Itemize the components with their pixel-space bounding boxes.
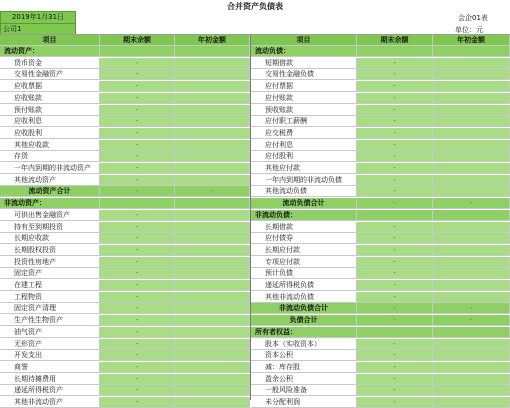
end-balance-cell[interactable]: - xyxy=(357,186,433,197)
end-balance-cell[interactable]: - xyxy=(357,198,433,209)
end-balance-cell[interactable]: - xyxy=(357,303,433,314)
row-label-r: 应付票据 xyxy=(251,81,357,92)
begin-balance-cell[interactable] xyxy=(175,128,250,139)
row-label-l: 长期股权投资 xyxy=(0,245,100,256)
table-row xyxy=(0,105,510,116)
begin-balance-cell[interactable] xyxy=(433,175,510,186)
end-balance-cell[interactable]: - xyxy=(357,280,433,291)
row-label-l: 开发支出 xyxy=(0,350,100,361)
begin-balance-cell[interactable]: - xyxy=(433,315,510,326)
begin-balance-cell[interactable] xyxy=(175,257,250,268)
table-row xyxy=(0,151,510,162)
end-balance-cell[interactable]: - xyxy=(357,292,433,303)
begin-balance-cell[interactable] xyxy=(175,397,250,408)
table-row xyxy=(0,257,510,268)
row-label-l: 预付账款 xyxy=(0,105,100,116)
row-label-l: 长期待摊费用 xyxy=(0,374,100,385)
row-label-l: 递延所得税资产 xyxy=(0,385,100,396)
begin-balance-cell[interactable] xyxy=(175,105,250,116)
table-row xyxy=(0,327,510,338)
table-row xyxy=(0,339,510,350)
row-label-r: 应付债券 xyxy=(251,233,357,244)
row-label-l: 货币资金 xyxy=(0,58,100,69)
row-label-l: 其他非流动资产 xyxy=(0,397,100,408)
col-header-item-right: 项目 xyxy=(251,35,357,46)
end-balance-cell[interactable]: - xyxy=(357,69,433,80)
row-label-r: 股本（实收资本） xyxy=(251,339,357,350)
table-row xyxy=(0,362,510,373)
end-balance-cell[interactable]: - xyxy=(357,257,433,268)
begin-balance-cell[interactable] xyxy=(175,268,250,279)
row-label-l: 其他应收款 xyxy=(0,140,100,151)
row-label-l: 应收股利 xyxy=(0,128,100,139)
begin-balance-cell[interactable] xyxy=(175,292,250,303)
end-balance-cell[interactable]: - xyxy=(357,339,433,350)
row-label-r: 应付账款 xyxy=(251,93,357,104)
row-label-l: 交易性金融资产 xyxy=(0,69,100,80)
end-balance-cell[interactable]: - xyxy=(357,151,433,162)
row-label-l: 工程物资 xyxy=(0,292,100,303)
end-balance-cell[interactable]: - xyxy=(357,128,433,139)
row-label-r: 递延所得税负债 xyxy=(251,280,357,291)
row-label-l: 生产性生物资产 xyxy=(0,315,100,326)
row-label-l: 投资性房地产 xyxy=(0,257,100,268)
row-label-r: 应付股利 xyxy=(251,151,357,162)
row-label-l: 应收利息 xyxy=(0,116,100,127)
begin-balance-cell[interactable] xyxy=(433,93,510,104)
row-label-l: 固定资产清理 xyxy=(0,303,100,314)
end-balance-cell[interactable] xyxy=(100,198,175,209)
row-label-r: 一般风险准备 xyxy=(251,385,357,396)
end-balance-cell[interactable]: - xyxy=(357,245,433,256)
row-label-l: 可供出售金融资产 xyxy=(0,210,100,221)
col-header-end-right: 期末余额 xyxy=(357,35,433,46)
table-row xyxy=(0,397,510,408)
end-balance-cell[interactable]: - xyxy=(100,245,175,256)
row-label-r: 非流动负债： xyxy=(251,210,357,221)
row-label-r: 未分配利润 xyxy=(251,397,357,408)
begin-balance-cell[interactable] xyxy=(175,46,250,57)
begin-balance-cell[interactable] xyxy=(433,397,510,408)
end-balance-cell[interactable]: - xyxy=(100,116,175,127)
table-row xyxy=(0,186,510,197)
unit-label: 单位：元 xyxy=(455,26,483,34)
table-row xyxy=(0,374,510,385)
begin-balance-cell[interactable] xyxy=(433,327,510,338)
begin-balance-cell[interactable] xyxy=(175,327,250,338)
begin-balance-cell[interactable] xyxy=(433,280,510,291)
end-balance-cell[interactable]: - xyxy=(100,280,175,291)
begin-balance-cell[interactable] xyxy=(433,81,510,92)
row-label-r: 应交税费 xyxy=(251,128,357,139)
col-header-item-left: 项目 xyxy=(0,35,100,46)
row-label-r: 应付职工薪酬 xyxy=(251,116,357,127)
begin-balance-cell[interactable] xyxy=(175,58,250,69)
table-row xyxy=(0,280,510,291)
begin-balance-cell[interactable] xyxy=(175,175,250,186)
row-label-r: 其他非流动负债 xyxy=(251,292,357,303)
begin-balance-cell[interactable] xyxy=(175,245,250,256)
table-row xyxy=(0,58,510,69)
row-label-l: 应收票据 xyxy=(0,81,100,92)
center-divider xyxy=(250,34,251,400)
begin-balance-cell[interactable] xyxy=(433,222,510,233)
row-label-r: 其他流动负债 xyxy=(251,186,357,197)
end-balance-cell[interactable]: - xyxy=(100,385,175,396)
row-label-l: 长期应收款 xyxy=(0,233,100,244)
begin-balance-cell[interactable]: - xyxy=(433,303,510,314)
begin-balance-cell[interactable] xyxy=(175,116,250,127)
begin-balance-cell[interactable] xyxy=(433,186,510,197)
row-label-l: 持有至到期投资 xyxy=(0,222,100,233)
begin-balance-cell[interactable] xyxy=(433,58,510,69)
row-label-l: 商誉 xyxy=(0,362,100,373)
begin-balance-cell[interactable] xyxy=(175,374,250,385)
row-label-r: 长期应付款 xyxy=(251,245,357,256)
col-header-begin-right: 年初金额 xyxy=(433,35,510,46)
end-balance-cell[interactable]: - xyxy=(100,268,175,279)
begin-balance-cell[interactable] xyxy=(433,116,510,127)
end-balance-cell[interactable]: - xyxy=(100,292,175,303)
company-text: 公司1 xyxy=(3,25,22,33)
row-label-r: 一年内到期的非流动负债 xyxy=(251,175,357,186)
end-balance-cell[interactable]: - xyxy=(357,163,433,174)
end-balance-cell[interactable]: - xyxy=(100,257,175,268)
end-balance-cell[interactable]: - xyxy=(100,186,175,197)
begin-balance-cell[interactable] xyxy=(433,292,510,303)
table-row xyxy=(0,315,510,326)
row-label-l: 在建工程 xyxy=(0,280,100,291)
row-label-l: 存货 xyxy=(0,151,100,162)
end-balance-cell[interactable]: - xyxy=(100,233,175,244)
table-row xyxy=(0,69,510,80)
row-label-r: 长期借款 xyxy=(251,222,357,233)
end-balance-cell[interactable]: - xyxy=(357,140,433,151)
end-balance-cell[interactable] xyxy=(357,327,433,338)
end-balance-cell[interactable]: - xyxy=(100,350,175,361)
end-balance-cell[interactable]: - xyxy=(100,163,175,174)
begin-balance-cell[interactable] xyxy=(175,69,250,80)
row-label-r: 预计负债 xyxy=(251,268,357,279)
end-balance-cell[interactable]: - xyxy=(357,93,433,104)
begin-balance-cell[interactable] xyxy=(175,362,250,373)
end-balance-cell[interactable]: - xyxy=(357,105,433,116)
table-row xyxy=(0,292,510,303)
row-label-l: 固定资产 xyxy=(0,268,100,279)
row-label-r: 减：库存股 xyxy=(251,362,357,373)
end-balance-cell[interactable]: - xyxy=(100,210,175,221)
row-label-l: 非流动资产： xyxy=(0,198,100,209)
begin-balance-cell[interactable] xyxy=(175,222,250,233)
row-label-r: 非流动负债合计 xyxy=(251,303,357,314)
begin-balance-cell[interactable] xyxy=(433,350,510,361)
row-label-r: 所有者权益： xyxy=(251,327,357,338)
table-row xyxy=(0,116,510,127)
row-label-r: 专项应付款 xyxy=(251,257,357,268)
end-balance-cell[interactable]: - xyxy=(357,374,433,385)
row-label-r: 盈余公积 xyxy=(251,374,357,385)
end-balance-cell[interactable]: - xyxy=(357,233,433,244)
row-label-l: 应收账款 xyxy=(0,93,100,104)
begin-balance-cell[interactable] xyxy=(175,315,250,326)
col-header-begin-left: 年初金额 xyxy=(175,35,250,46)
table-row xyxy=(0,303,510,314)
table-row xyxy=(0,268,510,279)
begin-balance-cell[interactable] xyxy=(175,93,250,104)
sheet-title: 合并资产负债表 xyxy=(227,2,283,11)
table-row xyxy=(0,210,510,221)
begin-balance-cell[interactable] xyxy=(175,81,250,92)
begin-balance-cell[interactable] xyxy=(433,128,510,139)
begin-balance-cell[interactable] xyxy=(433,362,510,373)
end-balance-cell[interactable]: - xyxy=(357,362,433,373)
table-row xyxy=(0,46,510,57)
begin-balance-cell[interactable] xyxy=(433,46,510,57)
row-label-l: 其他流动资产 xyxy=(0,175,100,186)
end-balance-cell[interactable] xyxy=(357,46,433,57)
begin-balance-cell[interactable] xyxy=(175,198,250,209)
begin-balance-cell[interactable] xyxy=(433,374,510,385)
end-balance-cell[interactable] xyxy=(100,46,175,57)
end-balance-cell[interactable]: - xyxy=(100,303,175,314)
begin-balance-cell[interactable] xyxy=(433,105,510,116)
end-balance-cell[interactable]: - xyxy=(357,397,433,408)
row-label-r: 预收账款 xyxy=(251,105,357,116)
begin-balance-cell[interactable] xyxy=(433,151,510,162)
end-balance-cell[interactable]: - xyxy=(100,69,175,80)
end-balance-cell[interactable]: - xyxy=(100,151,175,162)
col-header-end-left: 期末余额 xyxy=(100,35,175,46)
table-row xyxy=(0,163,510,174)
table-row xyxy=(0,233,510,244)
end-balance-cell[interactable]: - xyxy=(100,362,175,373)
begin-balance-cell[interactable] xyxy=(175,339,250,350)
begin-balance-cell[interactable] xyxy=(175,350,250,361)
end-balance-cell[interactable]: - xyxy=(357,116,433,127)
begin-balance-cell[interactable] xyxy=(175,233,250,244)
form-number: 会企01表 xyxy=(458,14,488,22)
end-balance-cell[interactable]: - xyxy=(100,128,175,139)
begin-balance-cell[interactable] xyxy=(433,233,510,244)
begin-balance-cell[interactable] xyxy=(433,210,510,221)
row-label-r: 负债合计 xyxy=(251,315,357,326)
table-row xyxy=(0,385,510,396)
table-row xyxy=(0,140,510,151)
begin-balance-cell[interactable] xyxy=(433,245,510,256)
end-balance-cell[interactable]: - xyxy=(357,58,433,69)
table-row xyxy=(0,245,510,256)
begin-balance-cell[interactable] xyxy=(175,151,250,162)
begin-balance-cell[interactable] xyxy=(175,303,250,314)
row-label-l: 无形资产 xyxy=(0,339,100,350)
begin-balance-cell[interactable]: - xyxy=(175,186,250,197)
table-row xyxy=(0,93,510,104)
end-balance-cell[interactable]: - xyxy=(357,385,433,396)
begin-balance-cell[interactable] xyxy=(433,257,510,268)
end-balance-cell[interactable]: - xyxy=(357,350,433,361)
begin-balance-cell[interactable] xyxy=(433,385,510,396)
begin-balance-cell[interactable]: - xyxy=(433,198,510,209)
table-row xyxy=(0,198,510,209)
row-label-l: 流动资产合计 xyxy=(0,186,100,197)
begin-balance-cell[interactable] xyxy=(175,163,250,174)
row-label-r: 交易性金融负债 xyxy=(251,69,357,80)
begin-balance-cell[interactable] xyxy=(433,268,510,279)
row-label-l: 一年内到期的非流动资产 xyxy=(0,163,100,174)
begin-balance-cell[interactable] xyxy=(433,69,510,80)
end-balance-cell[interactable]: - xyxy=(100,105,175,116)
row-label-l: 流动资产： xyxy=(0,46,100,57)
end-balance-cell[interactable]: - xyxy=(100,175,175,186)
begin-balance-cell[interactable] xyxy=(175,385,250,396)
end-balance-cell[interactable]: - xyxy=(357,315,433,326)
end-balance-cell[interactable]: - xyxy=(100,315,175,326)
row-label-r: 短期借款 xyxy=(251,58,357,69)
table-row xyxy=(0,222,510,233)
row-label-r: 应付利息 xyxy=(251,140,357,151)
end-balance-cell[interactable]: - xyxy=(100,93,175,104)
begin-balance-cell[interactable] xyxy=(433,140,510,151)
table-row xyxy=(0,350,510,361)
row-label-l: 油气资产 xyxy=(0,327,100,338)
row-label-r: 流动负债合计 xyxy=(251,198,357,209)
end-balance-cell[interactable]: - xyxy=(357,222,433,233)
table-row xyxy=(0,81,510,92)
begin-balance-cell[interactable] xyxy=(175,210,250,221)
row-label-r: 资本公积 xyxy=(251,350,357,361)
end-balance-cell[interactable]: - xyxy=(357,81,433,92)
table-row xyxy=(0,128,510,139)
row-label-r: 流动负债： xyxy=(251,46,357,57)
end-balance-cell[interactable]: - xyxy=(357,268,433,279)
date-text: 2019年1月31日 xyxy=(11,13,65,21)
row-label-r: 其他应付款 xyxy=(251,163,357,174)
table-row xyxy=(0,175,510,186)
end-balance-cell[interactable]: - xyxy=(100,140,175,151)
column-header-row xyxy=(0,35,510,46)
end-balance-cell[interactable]: - xyxy=(357,175,433,186)
end-balance-cell[interactable]: - xyxy=(100,339,175,350)
end-balance-cell[interactable]: - xyxy=(100,374,175,385)
begin-balance-cell[interactable] xyxy=(175,280,250,291)
end-balance-cell[interactable]: - xyxy=(100,58,175,69)
end-balance-cell[interactable]: - xyxy=(100,222,175,233)
end-balance-cell[interactable]: - xyxy=(100,327,175,338)
end-balance-cell[interactable]: - xyxy=(100,81,175,92)
begin-balance-cell[interactable] xyxy=(433,339,510,350)
end-balance-cell[interactable] xyxy=(357,210,433,221)
end-balance-cell[interactable]: - xyxy=(100,397,175,408)
begin-balance-cell[interactable] xyxy=(433,163,510,174)
begin-balance-cell[interactable] xyxy=(175,140,250,151)
